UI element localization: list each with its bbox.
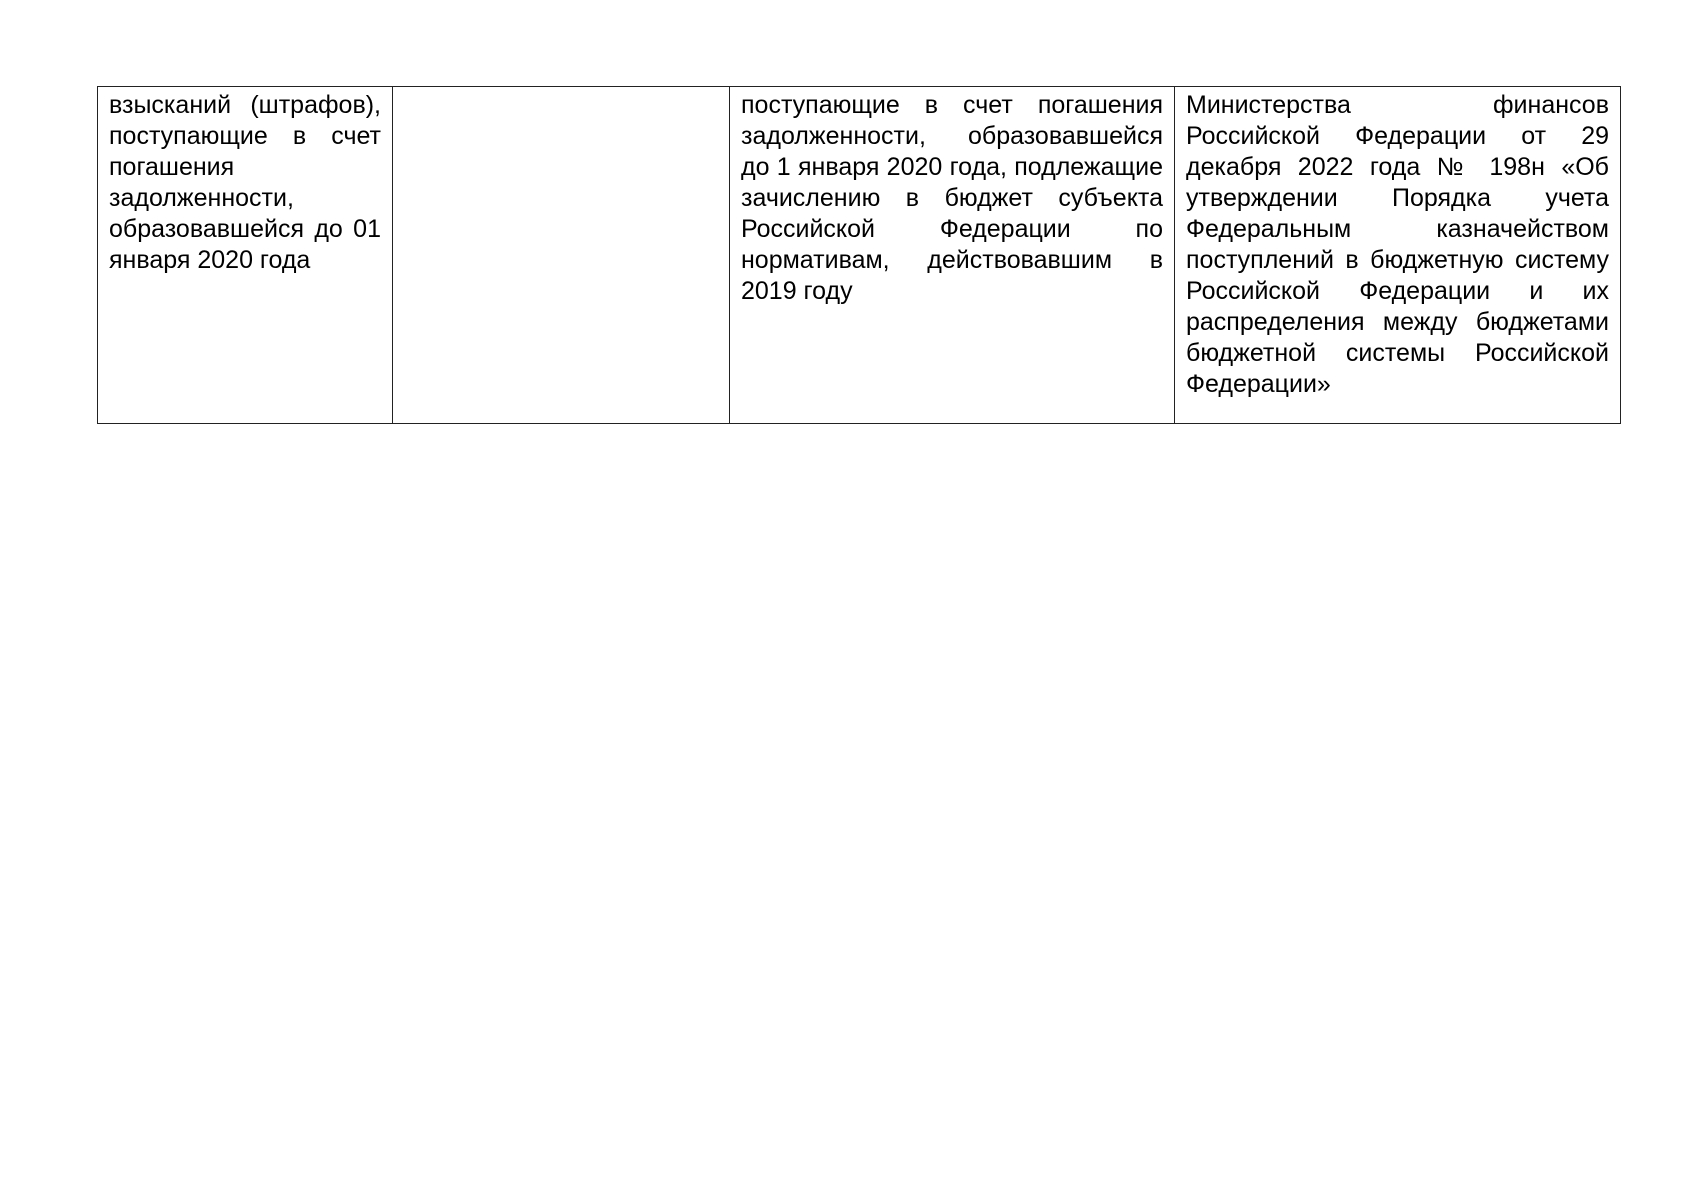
table-cell-legal-basis: Министерства финансов Российской Федерации от 29 декабря 2022 года № 198н «Об утверждении Порядка учета Федеральным казначейством поступлений в бюджетную систему Российской Федерации и их распределения между бюджетами бюджетной системы Российской Федерации» [1175,87,1621,424]
revenue-table [97,86,1621,424]
table-cell-description: поступающие в счет погашения задолженности, образовавшейся до 1 января 2020 года, подлежащие зачислению в бюджет субъекта Российской Федерации по нормативам, действовавшим в 2019 году [730,87,1175,424]
table-row [98,87,1621,424]
table-cell-code [393,87,730,424]
table-cell-revenue-type: взысканий (штрафов), поступающие в счет погашения задолженности, образовавшейся до 01 января 2020 года [98,87,393,424]
